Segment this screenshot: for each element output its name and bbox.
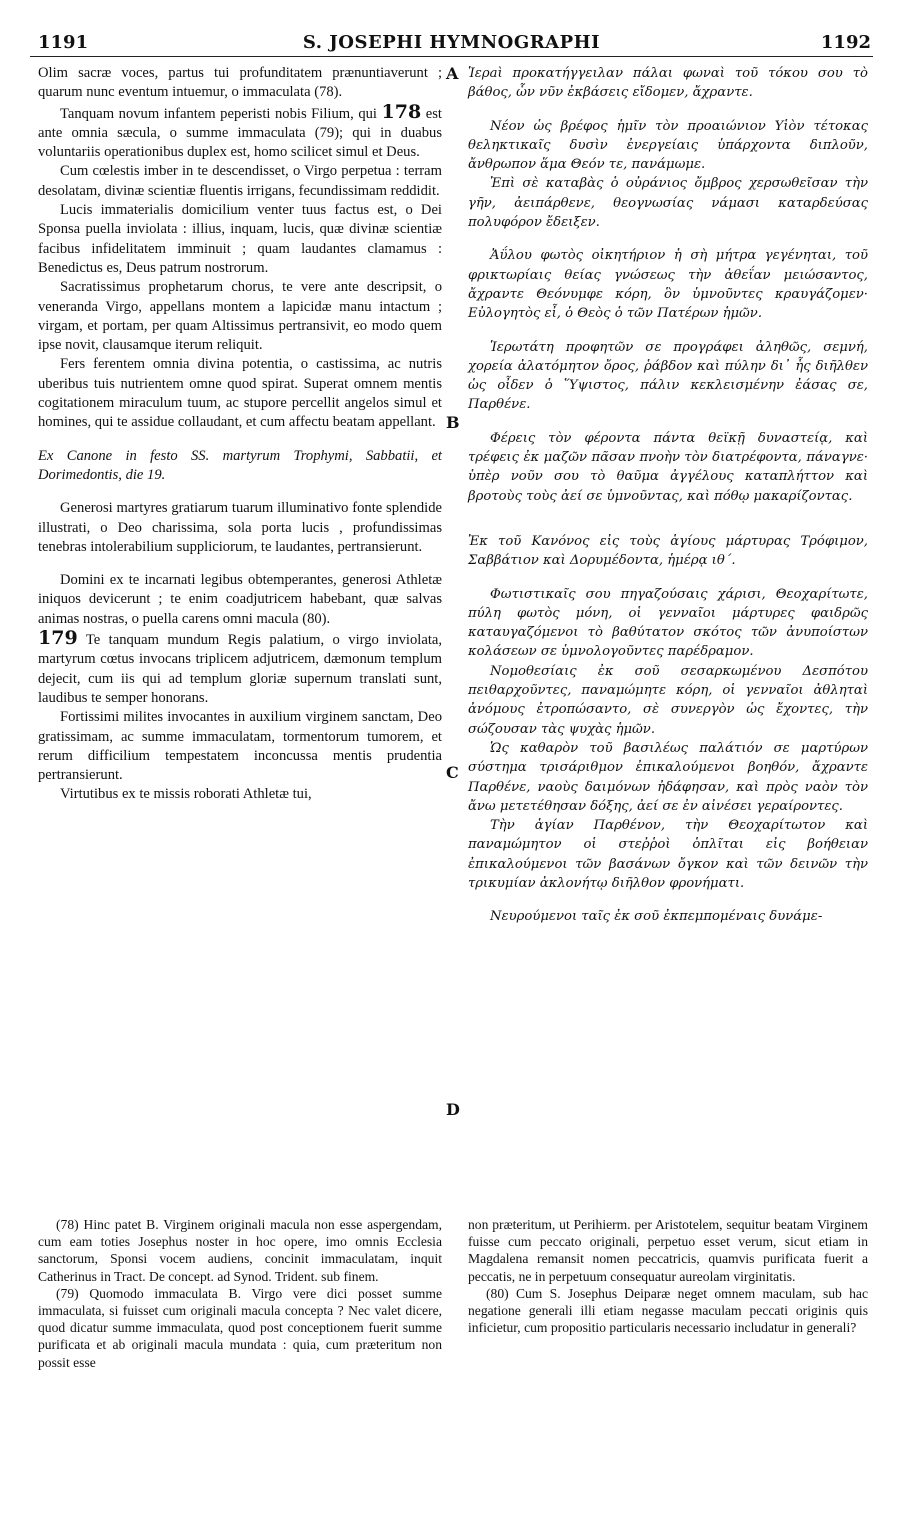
section-title: Ἐκ τοῦ Κανόνος εἰς τοὺς ἁγίους μάρτυρας Τρόφιμον, Σαββάτιον καὶ Δορυμέδοντα, ἡμέρᾳ ιθ΄. bbox=[468, 533, 868, 569]
greek-paragraph: Νευρούμενοι ταῖς ἐκ σοῦ ἐκπεμπομέναις δυνάμε- bbox=[490, 909, 823, 925]
greek-paragraph: Ὡς καθαρὸν τοῦ βασιλέως παλάτιόν σε μαρτύρων σύστημα τρισάριθμον ἐπικαλούμενοι βοηθόν, ἄχραντε Παρθένε, ναοὺς δαιμόνων ἠδάφησαν, καὶ πρὸς ναὸν τὸν ἄνω μετετέθησαν δόξης, ἀεί σε ἐν αἰνέσει γεραίροντες. bbox=[468, 740, 868, 814]
greek-paragraph: Νέον ὡς βρέφος ἡμῖν τὸν προαιώνιον Υἱὸν τέτοκας θεληκτικαῖς δυσὶν ἐνεργείαις ὑπάρχοντα διπλοῦν, ἄνθρωπον ἅμα Θεόν τε, πανάμωμε. bbox=[468, 118, 868, 173]
margin-letter-a: A bbox=[446, 64, 459, 83]
column-number: 179 bbox=[38, 627, 78, 650]
latin-paragraph bbox=[38, 629, 442, 708]
greek-paragraph: Φέρεις τὸν φέροντα πάντα θεϊκῇ δυναστείᾳ, καὶ τρέφεις ἐκ μαζῶν πᾶσαν πνοὴν τὸν διατρέφοντα, πάναγνε· ὑπὲρ νοῦν σου τὸ θαῦμα ἀγγέλους καταπλήττον καὶ βροτοὺς τοὺς ἀεί σε ὑμνοῦντας, καὶ πόθῳ μακαρίζοντας. bbox=[468, 430, 868, 504]
latin-text: est ante omnia sæcula, o summe immaculata (79); qui in duabus voluntariis operationibus duplex est, homo scilicet simul et Deus. bbox=[38, 105, 442, 161]
latin-paragraph: Lucis immaterialis domicilium venter tuus factus est, o Dei Sponsa puella inviolata : illius, inquam, lucis, quæ divinæ scientiæ facibus infidelitatem imminuit ; quam laudantes clamamus : Benedictus es, Deus patrum nostrorum. bbox=[38, 202, 442, 276]
latin-paragraph: Domini ex te incarnati legibus obtemperantes, generosi Athletæ iniquos devicerunt ; te enim coadjutricem habebant, quæ salvas animas nostras, o puella carens omni macula (80). bbox=[38, 572, 442, 627]
footnote: (80) Cum S. Josephus Deiparæ neget omnem maculam, sub hac negatione generali illi etiam negasse maculam peccati originis quis inficietur, cum propositio particularis necessario includatur in generali? bbox=[468, 1285, 868, 1336]
greek-paragraph: Φωτιστικαῖς σου πηγαζούσαις χάρισι, Θεοχαρίτωτε, πύλη φωτὸς μόνη, οἱ γενναῖοι μάρτυρες φαιδρῶς καταυγαζόμενοι τὸ βαθύτατον σκότος τῶν ἀνυποίστων κολάσεων σε ὑμνολογοῦντες παρέδραμον. bbox=[468, 586, 868, 660]
footnote-continuation: non præteritum, ut Perihierm. per Aristotelem, sequitur beatam Virginem fuisse cum peccato originali, perpetuo esset verum, sicut etiam in Magdalena remansit nomen peccatricis, quamvis purificata fuerit a peccatis, ne in perpetuum consequatur aureolam virginitatis. bbox=[468, 1217, 868, 1284]
latin-paragraph: Fers ferentem omnia divina potentia, o castissima, ac nutris uberibus tuis nutrientem omne quod spirat. Superat omnem mentis cogitationem miraculum tuum, ac stupore percellit angelos simul et homines, qui te assidue collaudant, et cum affectu beatam appellant. bbox=[38, 356, 442, 431]
greek-paragraph: Νομοθεσίαις ἐκ σοῦ σεσαρκωμένου Δεσπότου πειθαρχοῦντες, παναμώμητε κόρη, οἱ γενναῖοι ἀθληταὶ ἀνόμους ἐτροπώσαντο, σὲ συνεργὸν ὡς ἔχοντες, τὴν σώζουσαν τὰς ψυχὰς ἡμῶν. bbox=[468, 663, 868, 737]
latin-paragraph: Generosi martyres gratiarum tuarum illuminativo fonte splendide illustrati, o Deo charissima, sola porta lucis , profundissimas tenebras intolerabilium suppliciorum, te laudantes, pertransierunt. bbox=[38, 500, 442, 555]
left-page-number: 1191 bbox=[38, 32, 89, 53]
margin-letter-d: D bbox=[446, 1100, 460, 1119]
margin-letter-c: C bbox=[446, 763, 459, 782]
footnote: (78) Hinc patet B. Virginem originali macula non esse aspergendam, cum eam toties Josephus noster in hoc opere, imo omnis Ecclesia sanctorum, Sponsi vocem audiens, concinit immaculatam, inquit Catherinus in Tract. De concept. ad Synod. Trident. sub finem. bbox=[38, 1217, 442, 1284]
greek-paragraph: Ἱερωτάτη προφητῶν σε προγράφει ἀληθῶς, σεμνή, χορεία ἀλατόμητον ὄρος, ῥάβδον καὶ πύλην δι᾽ ἧς διῆλθεν ὡς οἶδεν ὁ Ὕψιστος, πάλιν κεκλεισμένην ἐάσας σε, Παρθένε. bbox=[468, 339, 868, 413]
greek-paragraph: Ἀΰλου φωτὸς οἰκητήριον ἡ σὴ μήτρα γεγένηται, τοῦ φρικτωρίαις θείας γνώσεως τὴν ἀθεΐαν μειώσαντος, ἄχραντε Θεόνυμφε κόρη, ὃν ὑμνοῦντες κραυγάζομεν· Εὐλογητὸς εἶ, ὁ Θεὸς ὁ τῶν Πατέρων ἡμῶν. bbox=[468, 248, 868, 322]
latin-paragraph bbox=[38, 100, 442, 163]
latin-text: Tanquam novum infantem peperisti nobis Filium, qui bbox=[60, 105, 377, 122]
greek-paragraph: Τὴν ἁγίαν Παρθένον, τὴν Θεοχαρίτωτον καὶ παναμώμητον οἱ στεῤῥοὶ ὁπλῖται εἰς βοήθειαν ἐπικαλούμενοι τῶν βασάνων ὄγκον καὶ τῶν δεινῶν τὴν τρικυμίαν ἀκλονήτῳ διῆλθον φρονήματι. bbox=[468, 818, 868, 891]
margin-letter-b: B bbox=[446, 413, 460, 432]
running-title: S. JOSEPHI HYMNOGRAPHI bbox=[302, 32, 601, 53]
latin-paragraph: Virtutibus ex te missis roborati Athletæ tui, bbox=[60, 786, 312, 803]
column-number: 178 bbox=[381, 100, 422, 123]
right-page-number: 1192 bbox=[820, 32, 871, 53]
latin-paragraph: Olim sacræ voces, partus tui profunditatem prænuntiaverunt ; quarum nunc eventum intuemur, o immaculata (78). bbox=[38, 65, 442, 101]
footnotes-left bbox=[38, 1216, 442, 1371]
latin-paragraph: Fortissimi milites invocantes in auxilium virginem sanctam, Deo gratissimam, ac summe immaculatam, tormentorum tumorem, et rerum difficilium tempestatem inconcussa mentis prudentia pertransierunt. bbox=[38, 709, 442, 784]
greek-paragraph: Ἐπὶ σὲ καταβὰς ὁ οὐράνιος ὄμβρος χερσωθεῖσαν τὴν γῆν, ἀειπάρθενε, θεογνωσίας νάμασι καταρδεύσας πολυφόρον ἔδειξεν. bbox=[468, 176, 868, 231]
running-header bbox=[30, 30, 873, 57]
section-title: Ex Canone in festo SS. martyrum Trophymi, Sabbatii, et Dorimedontis, die 19. bbox=[38, 447, 442, 483]
latin-paragraph: Cum cœlestis imber in te descendisset, o Virgo perpetua : terram desolatam, divinæ scientiæ fluentis irrigans, fecundissimam reddidit. bbox=[38, 163, 442, 199]
latin-paragraph: Sacratissimus prophetarum chorus, te vere ante descripsit, o veneranda Virgo, appellans montem a lapicidæ manu intactum ; virgam, et portam, per quam Altissimus pertransivit, eo modo quem ipse novit, clausamque iterum reliquit. bbox=[38, 279, 442, 354]
greek-column bbox=[468, 64, 868, 927]
latin-text: Te tanquam mundum Regis palatium, o virgo inviolata, martyrum cœtus invocans triplicem adjutricem, dæmonum templum dejecit, cum iis qui ad templum gloriæ supernum translati sunt, laudibus te semper honorans. bbox=[38, 632, 442, 706]
latin-column bbox=[38, 64, 442, 805]
footnote: (79) Quomodo immaculata B. Virgo vere dici posset summe immaculata, si fuisset cum originali macula concepta ? Nec valet dicere, quod dicatur summe immaculata, quod post conceptionem fuerit summe purificata et ab originali macula mundata : quia, cum præteritum non possit esse bbox=[38, 1285, 442, 1370]
footnotes-right bbox=[468, 1216, 868, 1336]
greek-paragraph: Ἱερaὶ προκατήγγειλαν πάλαι φωναὶ τοῦ τόκου σου τὸ βάθος, ὧν νῦν ἐκβάσεις εἴδομεν, ἄχραντε. bbox=[468, 66, 868, 101]
